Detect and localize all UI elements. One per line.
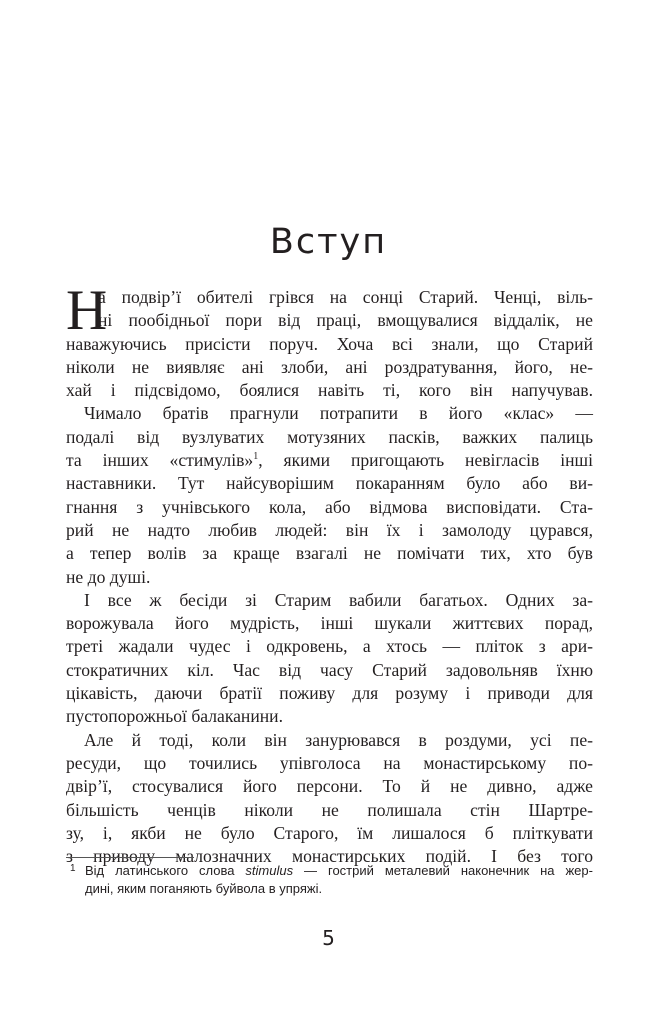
- text-line: пустопорожньої балаканини.: [66, 706, 283, 727]
- footnote-text: Від латинського слова: [85, 863, 246, 878]
- footnote-divider: [66, 857, 194, 858]
- text-line: наставники. Тут найсуворішим покаранням було або ви-: [66, 473, 593, 494]
- text-line: рий не надто любив людей: він їх і замолоду цурався,: [66, 519, 593, 540]
- text-line: гнання з учнівського кола, або відмова висповідати. Ста-: [66, 496, 593, 517]
- text-line: зу, і, якби не було Старого, їм лишалося б пліткувати: [66, 822, 593, 843]
- text-line: Але й тоді, коли він занурювався в роздуми, усі пе-: [84, 729, 593, 750]
- text-line: більшість ченців ніколи не полишала стін Шартре-: [66, 799, 593, 820]
- page-number: 5: [322, 926, 335, 950]
- text-line: наважуючись присісти поруч. Хоча всі знали, що Старий: [66, 333, 593, 354]
- text-line: двір’ї, стосувалися його персони. То й не дивно, адже: [66, 776, 593, 797]
- text-line: ніколи не виявляє ані злоби, ані роздратування, його, не-: [66, 356, 593, 377]
- footnote-reference[interactable]: 1: [253, 451, 259, 463]
- text-line: хай і підсвідомо, боялися навіть ті, кого він напучував.: [66, 380, 593, 401]
- paragraph-4: [66, 729, 593, 869]
- text-line: ресуди, що точились упівголоса на монастирському по-: [66, 752, 593, 773]
- footnote: [66, 862, 593, 898]
- footnote-line: [66, 862, 593, 880]
- footnote-mark: 1: [70, 863, 76, 874]
- paragraph-3: [66, 589, 593, 729]
- paragraph-2: [66, 402, 593, 588]
- text-line: І все ж бесіди зі Старим вабили багатьох. Одних за-: [84, 589, 593, 610]
- text-line: не до душі.: [66, 566, 151, 587]
- footnote-line: дині, яким поганяють буйвола в упряжі.: [85, 881, 323, 896]
- chapter-title: Вступ: [269, 222, 388, 262]
- paragraph-1: [66, 279, 593, 402]
- text-fragment: , якими пригощають невігласів інші: [258, 450, 593, 471]
- text-line: цікавість, даючи братії поживу для розуму і приводи для: [66, 683, 593, 704]
- text-line: треті жадали чудес і одкровень, а хтось — пліток з ари-: [66, 636, 593, 657]
- text-line: Чимало братів прагнули потрапити в його «клас» —: [84, 403, 593, 424]
- text-line: ні пообідньої пори від праці, вмощувалися віддалік, не: [98, 310, 593, 331]
- text-line: з приводу малозначних монастирських подій. І без того: [66, 846, 593, 867]
- chapter-body: [66, 279, 593, 868]
- text-line: а подвір’ї обителі грівся на сонці Старий. Ченці, віль-: [98, 287, 593, 307]
- footnote-term: stimulus: [245, 863, 294, 878]
- text-line: а тепер волів за краще взагалі не помічати тих, хто був: [66, 543, 593, 564]
- drop-cap: Н: [66, 279, 108, 342]
- text-fragment: та інших «стимулів»: [66, 450, 254, 471]
- footnote-text: — гострий металевий наконечник на жер-: [293, 863, 593, 878]
- text-line: ворожувала його мудрість, інші шукали життєвих порад,: [66, 613, 593, 634]
- text-line: [66, 449, 593, 472]
- text-line: стократичних кіл. Час від часу Старий задовольняв їхню: [66, 659, 593, 680]
- text-line: подалі від вузлуватих мотузяних пасків, важких палиць: [66, 426, 593, 447]
